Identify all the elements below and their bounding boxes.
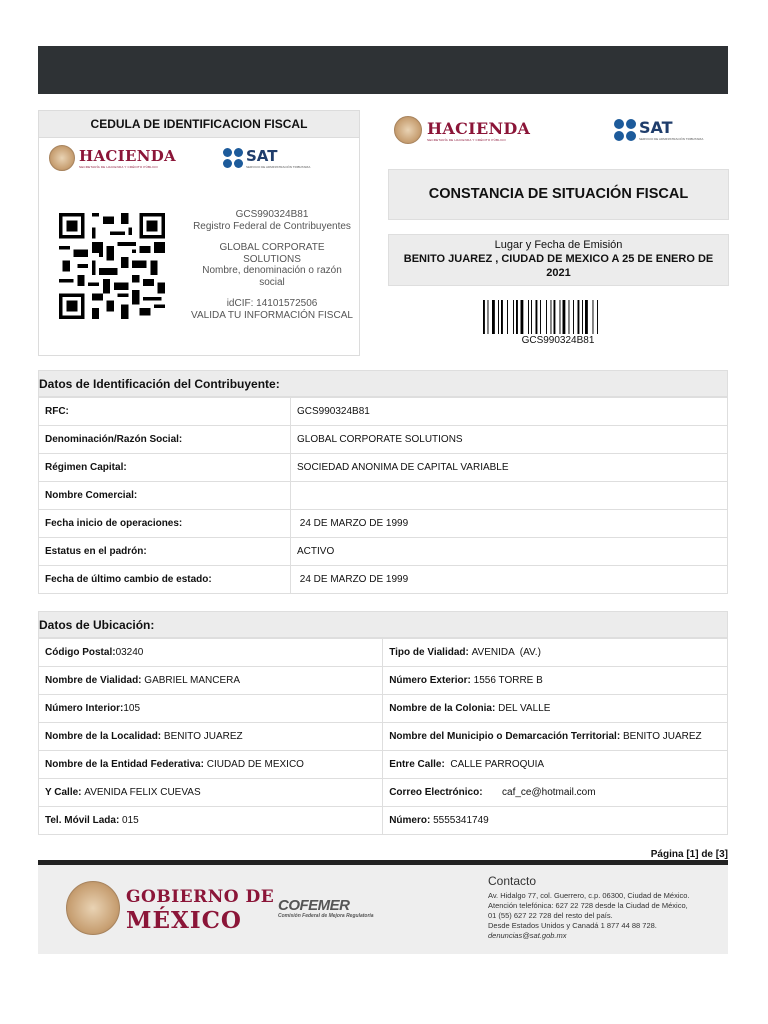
table-row	[39, 510, 728, 538]
sat-logo-text: SAT	[246, 147, 278, 165]
gobierno-line1: GOBIERNO DE	[126, 887, 275, 907]
field-value: DEL VALLE	[498, 703, 551, 714]
field-label: Régimen Capital:	[39, 454, 291, 482]
gobierno-line2: MÉXICO	[126, 907, 242, 934]
table-cell	[39, 807, 383, 835]
section-ubicacion-title	[38, 611, 728, 638]
table-row	[39, 807, 728, 835]
table-cell	[383, 723, 728, 751]
lugar-fecha-value: BENITO JUAREZ , CIUDAD DE MEXICO A 25 DE ENERO DE 2021	[403, 253, 714, 279]
field-label: Fecha inicio de operaciones:	[39, 510, 291, 538]
sat-dots-icon	[223, 148, 243, 168]
field-value: 1556 TORRE B	[473, 675, 543, 686]
contacto-line: 01 (55) 627 22 728 del resto del país.	[488, 911, 613, 920]
field-label: Nombre de Vialidad:	[45, 675, 145, 686]
field-label: Fecha de último cambio de estado:	[39, 566, 291, 594]
field-value: AVENIDA (AV.)	[471, 647, 541, 658]
hacienda-logo-subtext: SECRETARÍA DE HACIENDA Y CRÉDITO PÚBLICO	[79, 165, 158, 169]
cedula-valida: VALIDA TU INFORMACIÓN FISCAL	[191, 309, 353, 321]
sat-header-subtext: SERVICIO DE ADMINISTRACIÓN TRIBUTARIA	[639, 137, 704, 141]
hacienda-logo	[49, 145, 176, 171]
table-row	[39, 723, 728, 751]
field-label: Estatus en el padrón:	[39, 538, 291, 566]
field-value: 24 DE MARZO DE 1999	[291, 510, 728, 538]
field-value: 03240	[115, 647, 144, 658]
ubicacion-table	[38, 638, 728, 835]
cedula-title: CEDULA DE IDENTIFICACION FISCAL	[39, 111, 359, 138]
table-cell	[39, 779, 383, 807]
contacto-line: Desde Estados Unidos y Canadá 1 877 44 88 728.	[488, 921, 657, 930]
field-label: Número Interior:	[45, 703, 124, 714]
hacienda-logo-header	[394, 116, 530, 144]
table-row	[39, 667, 728, 695]
cofemer-subtext: Comisión Federal de Mejora Regulatoria	[278, 913, 374, 919]
field-value: 24 DE MARZO DE 1999	[291, 566, 728, 594]
contacto-line: Atención telefónica: 627 22 728 desde la Ciudad de México,	[488, 901, 688, 910]
table-row	[39, 779, 728, 807]
identificacion-table	[38, 397, 728, 594]
field-value: AVENIDA FELIX CUEVAS	[84, 787, 201, 798]
table-cell	[383, 751, 728, 779]
field-value: CALLE PARROQUIA	[447, 759, 545, 770]
field-label: Nombre de la Colonia:	[389, 703, 499, 714]
field-label: RFC:	[39, 398, 291, 426]
page-number: Página [1] de [3]	[650, 849, 728, 860]
field-label: Y Calle:	[45, 787, 85, 798]
seal-icon	[49, 145, 75, 171]
field-label: Entre Calle:	[389, 759, 448, 770]
table-cell	[383, 639, 728, 667]
field-value: GCS990324B81	[291, 398, 728, 426]
lugar-fecha-label: Lugar y Fecha de Emisión	[494, 239, 623, 251]
hacienda-logo-text: HACIENDA	[79, 147, 176, 165]
hacienda-header-subtext: SECRETARÍA DE HACIENDA Y CRÉDITO PÚBLICO	[427, 137, 506, 142]
table-row	[39, 482, 728, 510]
mexico-seal-icon	[66, 881, 120, 935]
section-identificacion-title	[38, 370, 728, 397]
field-value: 105	[123, 703, 141, 714]
section-identificacion-label: Datos de Identificación del Contribuyente:	[39, 377, 280, 391]
field-label: Código Postal:	[45, 647, 116, 658]
field-value: BENITO JUAREZ	[622, 731, 702, 742]
field-value: CIUDAD DE MEXICO	[206, 759, 304, 770]
cofemer-text: COFEMER	[278, 897, 350, 914]
seal-icon	[394, 116, 422, 144]
field-value: BENITO JUAREZ	[163, 731, 243, 742]
table-cell	[383, 779, 728, 807]
footer	[38, 865, 728, 954]
table-cell	[383, 807, 728, 835]
barcode-text: GCS990324B81	[521, 335, 595, 346]
cofemer-logo	[278, 897, 374, 919]
cedula-card	[38, 110, 360, 356]
gobierno-logo	[126, 885, 274, 933]
table-row	[39, 454, 728, 482]
contacto-email: denuncias@sat.gob.mx	[488, 931, 567, 940]
field-label: Número:	[389, 815, 434, 826]
table-cell	[383, 695, 728, 723]
section-ubicacion-label: Datos de Ubicación:	[39, 618, 155, 632]
sat-dots-icon	[614, 119, 636, 141]
field-label: Tel. Móvil Lada:	[45, 815, 123, 826]
table-row	[39, 398, 728, 426]
field-label: Nombre del Municipio o Demarcación Territorial:	[389, 731, 623, 742]
field-label: Denominación/Razón Social:	[39, 426, 291, 454]
cedula-idcif: idCIF: 14101572506	[226, 298, 318, 309]
field-value	[291, 482, 728, 510]
field-label: Nombre de la Localidad:	[45, 731, 164, 742]
table-cell	[39, 751, 383, 779]
field-value: caf_ce@hotmail.com	[485, 787, 596, 798]
constancia-title: CONSTANCIA DE SITUACIÓN FISCAL	[388, 169, 729, 220]
cedula-rfc-label: Registro Federal de Contribuyentes	[193, 220, 351, 232]
top-banner	[38, 46, 728, 94]
field-label: Nombre de la Entidad Federativa:	[45, 759, 207, 770]
contacto-title: Contacto	[488, 874, 537, 888]
field-value: SOCIEDAD ANONIMA DE CAPITAL VARIABLE	[291, 454, 728, 482]
hacienda-header-text: HACIENDA	[427, 118, 531, 138]
field-label: Nombre Comercial:	[39, 482, 291, 510]
field-value: GLOBAL CORPORATE SOLUTIONS	[291, 426, 728, 454]
barcode	[483, 300, 633, 334]
table-cell	[39, 667, 383, 695]
table-row	[39, 695, 728, 723]
field-label: Tipo de Vialidad:	[389, 647, 472, 658]
sat-logo-subtext: SERVICIO DE ADMINISTRACIÓN TRIBUTARIA	[246, 165, 311, 169]
field-label: Número Exterior:	[389, 675, 474, 686]
table-cell	[39, 639, 383, 667]
contacto-line: Av. Hidalgo 77, col. Guerrero, c.p. 06300, Ciudad de México.	[488, 891, 690, 900]
table-cell	[383, 667, 728, 695]
field-value: GABRIEL MANCERA	[144, 675, 241, 686]
qr-code	[59, 211, 165, 321]
table-row	[39, 538, 728, 566]
table-row	[39, 566, 728, 594]
field-label: Correo Electrónico:	[389, 787, 486, 798]
cedula-info	[191, 209, 353, 331]
contacto-block	[488, 874, 724, 941]
field-value: 015	[122, 815, 139, 826]
sat-logo-header	[614, 118, 703, 141]
sat-header-text: SAT	[639, 118, 673, 137]
field-value: ACTIVO	[291, 538, 728, 566]
cedula-rfc: GCS990324B81	[235, 209, 309, 220]
table-row	[39, 639, 728, 667]
cedula-name: GLOBAL CORPORATE SOLUTIONS	[219, 242, 325, 265]
table-row	[39, 426, 728, 454]
sat-logo	[223, 147, 310, 169]
table-cell	[39, 695, 383, 723]
table-cell	[39, 723, 383, 751]
lugar-fecha-box	[388, 234, 729, 286]
field-value: 5555341749	[433, 815, 489, 826]
cedula-name-label: Nombre, denominación o razón social	[202, 265, 342, 288]
table-row	[39, 751, 728, 779]
